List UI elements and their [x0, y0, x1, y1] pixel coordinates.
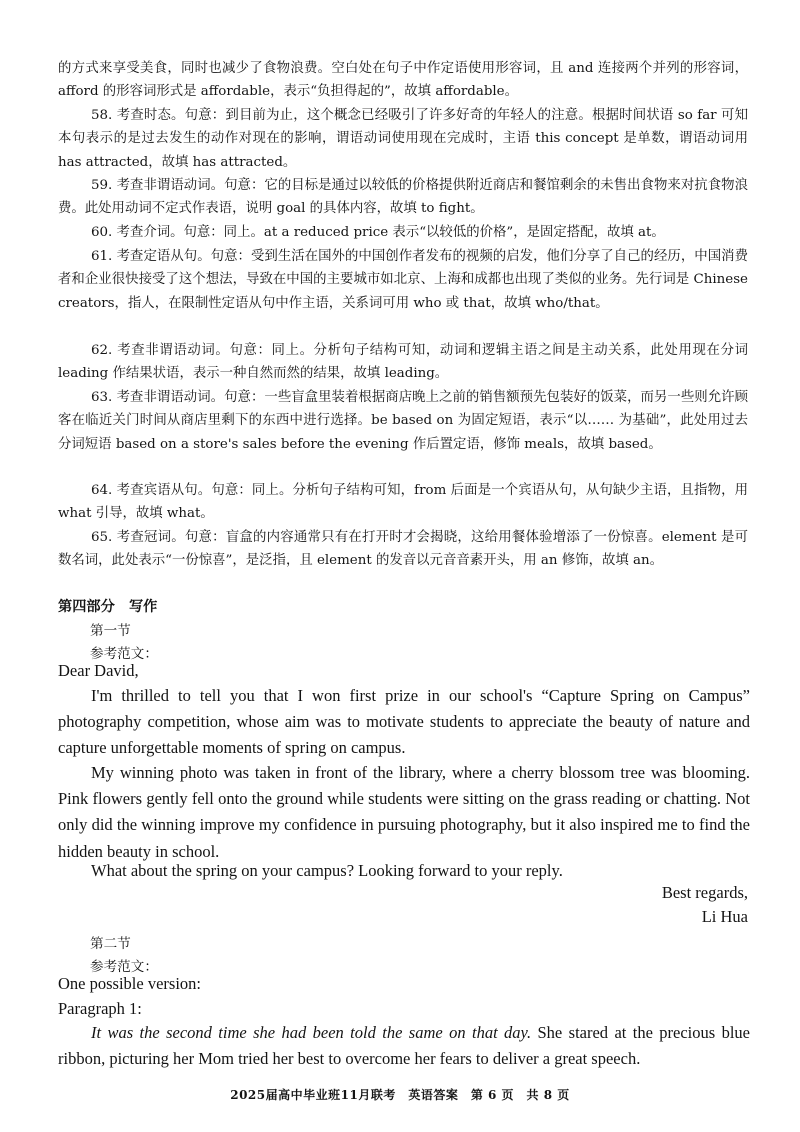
paragraph-1-label: Paragraph 1:	[58, 999, 142, 1018]
sample-label-2: 参考范文：	[90, 959, 158, 975]
letter-paragraph-2: My winning photo was taken in front of the library, where a cherry blossom tree was blooming. Pink flowers gently fell onto the ground while students were sitting on the grass reading or chatting. Not only did the winning improve my confidence in pursuing photography, but it also inspired me to find the hidden beauty in school.	[58, 763, 750, 861]
letter-paragraph-3: What about the spring on your campus? Looking forward to your reply.	[91, 861, 563, 880]
story-opening-sentence: It was the second time she had been told the same on that day.	[91, 1023, 532, 1042]
letter-closing: Best regards,	[661, 883, 748, 902]
answer-58: 58. 考查时态。句意：到目前为止，这个概念已经吸引了许多好奇的年轻人的注意。根据时间状语 so far 可知本句表示的是过去发生的动作对现在的影响，谓语动词使用现在完成时，主语 this concept 是单数，谓语动词用 has attracted，故填 has attracted。	[58, 108, 748, 170]
answer-60: 60. 考查介词。句意：同上。at a reduced price 表示“以较低的价格”，是固定搭配，故填 at。	[91, 225, 665, 240]
story-paragraph-1	[58, 1020, 750, 1072]
writing-part-title: 第四部分 写作	[58, 599, 158, 615]
section-one-title: 第一节	[90, 623, 131, 639]
answer-59: 59. 考查非谓语动词。句意：它的目标是通过以较低的价格提供附近商店和餐馆剩余的未售出食物来对抗食物浪费。此处用动词不定式作表语，说明 goal 的具体内容，故填 to fight。	[58, 178, 748, 217]
letter-signature: Li Hua	[701, 907, 748, 926]
answer-63: 63. 考查非谓语动词。句意：一些盲盒里装着根据商店晚上之前的销售额预先包装好的饭菜，而另一些则允许顾客在临近关门时间从商店里剩下的东西中进行选择。be based on 为固定短语，表示“以…… 为基础”，此处用过去分词短语 based on a store's sales before the evening 作后置定语，修饰 meals，故填 based。	[58, 390, 748, 452]
answer-61: 61. 考查定语从句。句意：受到生活在国外的中国创作者发布的视频的启发，他们分享了自己的经历，中国消费者和企业很快接受了这个想法，导致在中国的主要城市如北京、上海和成都也出现了类似的业务。先行词是 Chinese creators，指人，在限制性定语从句中作主语，关系词可用 who 或 that，故填 who/that。	[58, 249, 748, 311]
sample-label-1: 参考范文：	[90, 646, 158, 662]
page-footer: 2025届高中毕业班11月联考 英语答案 第 6 页 共 8 页	[230, 1088, 570, 1102]
answer-62: 62. 考查非谓语动词。句意：同上。分析句子结构可知，动词和逻辑主语之间是主动关系，此处用现在分词 leading 作结果状语，表示一种自然而然的结果，故填 leading。	[58, 343, 748, 382]
answer-continued: 的方式来享受美食，同时也减少了食物浪费。空白处在句子中作定语使用形容词，且 and 连接两个并列的形容词，afford 的形容词形式是 affordable，表示“负担得起的”，故填 affordable。	[58, 61, 748, 100]
story-paragraph-text: She stared at the precious blue ribbon, picturing her Mom tried her best to overcome her fears to deliver a great speech.	[58, 1023, 750, 1069]
possible-version-label: One possible version:	[58, 974, 201, 993]
answer-64: 64. 考查宾语从句。句意：同上。分析句子结构可知，from 后面是一个宾语从句，从句缺少主语，且指物，用 what 引导，故填 what。	[58, 483, 748, 522]
letter-salutation: Dear David,	[58, 661, 139, 680]
answer-65: 65. 考查冠词。句意：盲盒的内容通常只有在打开时才会揭晓，这给用餐体验增添了一份惊喜。element 是可数名词，此处表示“一份惊喜”，是泛指，且 element 的发音以元音音素开头，用 an 修饰，故填 an。	[58, 530, 748, 569]
section-two-title: 第二节	[90, 936, 131, 952]
letter-paragraph-1: I'm thrilled to tell you that I won first prize in our school's “Capture Spring on Campus” photography competition, whose aim was to motivate students to appreciate the beauty of nature and capture unforgettable moments of spring on campus.	[58, 686, 750, 758]
